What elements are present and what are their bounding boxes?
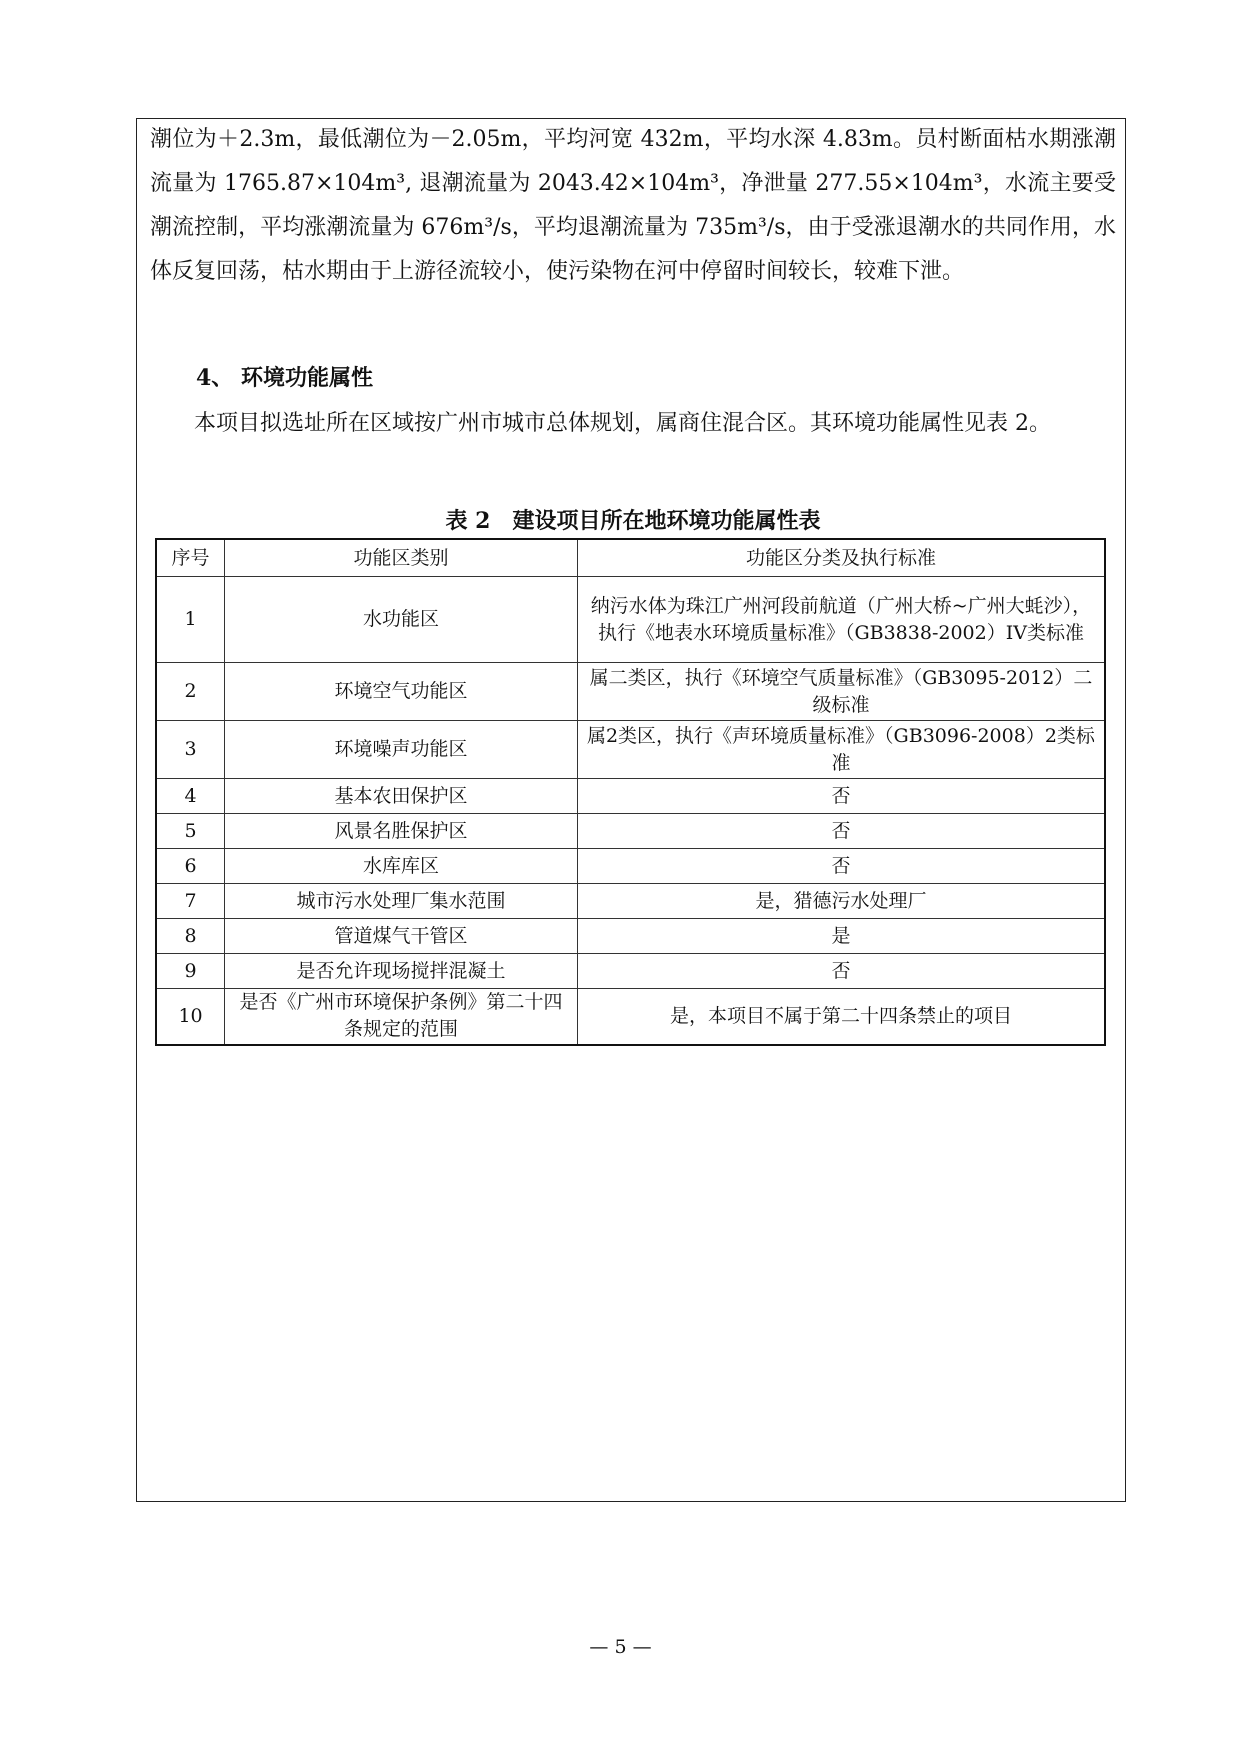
- cell-standard: 属2类区，执行《声环境质量标准》（GB3096-2008）2类标准: [577, 721, 1105, 779]
- table-row: [156, 577, 1105, 663]
- table-row: [156, 721, 1105, 779]
- cell-category: 水库库区: [225, 849, 578, 884]
- cell-no: 7: [156, 884, 225, 919]
- table-row: [156, 779, 1105, 814]
- cell-category: 是否《广州市环境保护条例》第二十四条规定的范围: [225, 989, 578, 1045]
- section-heading: 4、 环境功能属性: [196, 365, 373, 391]
- cell-category: 管道煤气干管区: [225, 919, 578, 954]
- header-no: 序号: [156, 539, 225, 577]
- cell-category: 风景名胜保护区: [225, 814, 578, 849]
- cell-category: 环境空气功能区: [225, 663, 578, 721]
- table-row: [156, 919, 1105, 954]
- table-row: [156, 663, 1105, 721]
- cell-no: 5: [156, 814, 225, 849]
- table-row: [156, 989, 1105, 1045]
- header-category: 功能区类别: [225, 539, 578, 577]
- cell-category: 环境噪声功能区: [225, 721, 578, 779]
- cell-no: 10: [156, 989, 225, 1045]
- cell-category: 城市污水处理厂集水范围: [225, 884, 578, 919]
- cell-no: 3: [156, 721, 225, 779]
- cell-standard: 是，猎德污水处理厂: [577, 884, 1105, 919]
- table-row: [156, 954, 1105, 989]
- cell-standard: 否: [577, 954, 1105, 989]
- cell-standard: 否: [577, 814, 1105, 849]
- table-row: [156, 849, 1105, 884]
- cell-no: 8: [156, 919, 225, 954]
- table-header-row: [156, 539, 1105, 577]
- cell-standard: 纳污水体为珠江广州河段前航道（广州大桥~广州大蚝沙），执行《地表水环境质量标准》（GB3838-2002）IV类标准: [577, 577, 1105, 663]
- cell-standard: 否: [577, 779, 1105, 814]
- page-number: — 5 —: [589, 1636, 652, 1658]
- cell-no: 9: [156, 954, 225, 989]
- paragraph-hydrology: 潮位为＋2.3m，最低潮位为－2.05m，平均河宽 432m，平均水深 4.83m。员村断面枯水期涨潮流量为 1765.87×104m³, 退潮流量为 2043.42×104m³，净泄量 277.55×104m³，水流主要受潮流控制，平均涨潮流量为 676m³/s，平均退潮流量为 735m³/s，由于受涨退潮水的共同作用，水体反复回荡，枯水期由于上游径流较小，使污染物在河中停留时间较长，较难下泄。: [150, 127, 1116, 284]
- table-row: [156, 884, 1105, 919]
- function-table: [155, 538, 1106, 1046]
- cell-standard: 属二类区，执行《环境空气质量标准》（GB3095-2012）二级标准: [577, 663, 1105, 721]
- cell-no: 6: [156, 849, 225, 884]
- cell-no: 2: [156, 663, 225, 721]
- cell-no: 1: [156, 577, 225, 663]
- cell-category: 水功能区: [225, 577, 578, 663]
- cell-category: 基本农田保护区: [225, 779, 578, 814]
- cell-no: 4: [156, 779, 225, 814]
- cell-standard: 是: [577, 919, 1105, 954]
- cell-category: 是否允许现场搅拌混凝土: [225, 954, 578, 989]
- table-row: [156, 814, 1105, 849]
- cell-standard: 是，本项目不属于第二十四条禁止的项目: [577, 989, 1105, 1045]
- table-caption: 表 2 建设项目所在地环境功能属性表: [445, 508, 821, 534]
- paragraph-function-intro: 本项目拟选址所在区域按广州市城市总体规划，属商住混合区。其环境功能属性见表 2。: [194, 411, 1051, 436]
- cell-standard: 否: [577, 849, 1105, 884]
- header-standard: 功能区分类及执行标准: [577, 539, 1105, 577]
